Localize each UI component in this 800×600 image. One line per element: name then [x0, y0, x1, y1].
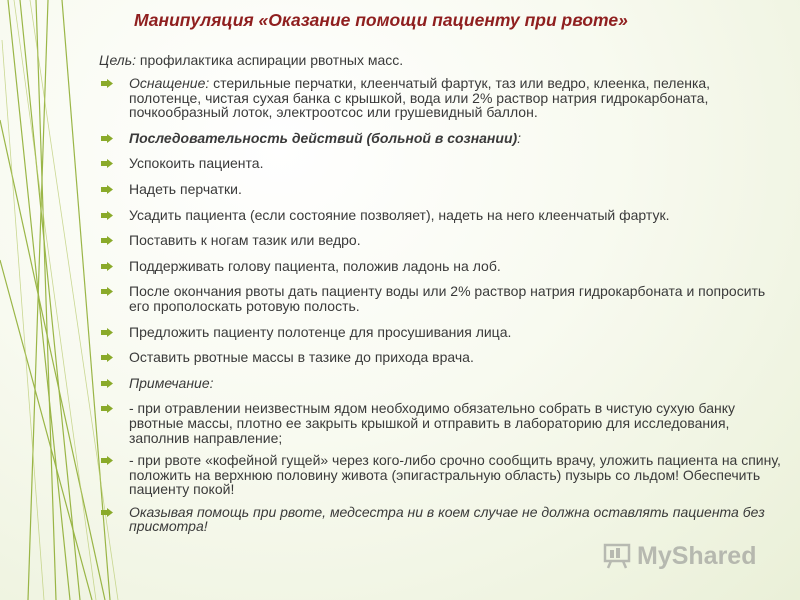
step-text: Оставить рвотные массы в тазике до прихода врача. [129, 349, 474, 366]
right-arrow-icon [101, 456, 113, 465]
right-arrow-icon [101, 379, 113, 388]
right-arrow-icon [101, 236, 113, 245]
list-item-equipment [99, 76, 785, 120]
presentation-board-icon [603, 543, 631, 569]
slide-content [99, 52, 785, 545]
right-arrow-icon [101, 134, 113, 143]
step-text: Успокоить пациента. [129, 155, 264, 172]
sequence-colon: : [517, 129, 522, 146]
list-item-step [99, 284, 785, 313]
list-item-note [99, 453, 785, 497]
right-arrow-icon [101, 328, 113, 337]
goal-label: Цель: [99, 52, 136, 68]
note-text: - при отравлении неизвестным ядом необходимо обязательно собрать в чистую сухую банку рвотные массы, плотно ее закрыть крышкой и отправить в лабораторию для исследования, заполнив направление; [129, 400, 736, 446]
list-item-final-note [99, 505, 785, 534]
bullet-list [99, 76, 785, 534]
final-note-text: Оказывая помощь при рвоте, медсестра ни в коем случае не должна оставлять пациента без присмотра! [129, 503, 765, 535]
list-item-step [99, 208, 785, 223]
watermark-text: MyShared [637, 541, 757, 570]
step-text: Поставить к ногам тазик или ведро. [129, 232, 361, 249]
step-text: Надеть перчатки. [129, 180, 242, 197]
list-item-step [99, 182, 785, 197]
right-arrow-icon [101, 185, 113, 194]
equipment-text: стерильные перчатки, клеенчатый фартук, таз или ведро, клеенка, пеленка, полотенце, чистая сухая банка с крышкой, вода или 2% раствор натрия гидрокарбоната, почкообразный лоток, электроотсос или грушевидный баллон. [129, 75, 711, 121]
list-item-step [99, 156, 785, 171]
list-item-step [99, 259, 785, 274]
right-arrow-icon [101, 508, 113, 517]
goal-line [99, 52, 785, 68]
note-label: Примечание: [129, 374, 214, 391]
equipment-label: Оснащение: [129, 75, 210, 91]
right-arrow-icon [101, 287, 113, 296]
step-text: После окончания рвоты дать пациенту воды или 2% раствор натрия гидрокарбоната и попросить его прополоскать ротовую полость. [129, 283, 766, 314]
sequence-heading: Последовательность действий (больной в сознании) [129, 129, 518, 146]
right-arrow-icon [101, 159, 113, 168]
step-text: Предложить пациенту полотенце для просушивания лица. [129, 323, 512, 340]
watermark [603, 538, 773, 574]
right-arrow-icon [101, 211, 113, 220]
note-text: - при рвоте «кофейной гущей» через кого-либо срочно сообщить врачу, уложить пациента на спину, положить на верхнюю половину живота (эпигастральную область) пузырь со льдом! Обеспечить пациенту покой! [129, 452, 781, 498]
right-arrow-icon [101, 262, 113, 271]
step-text: Усадить пациента (если состояние позволяет), надеть на него клеенчатый фартук. [129, 206, 670, 223]
right-arrow-icon [101, 353, 113, 362]
list-item-step [99, 325, 785, 340]
list-item-step [99, 233, 785, 248]
right-arrow-icon [101, 404, 113, 413]
list-item-note [99, 401, 785, 445]
goal-text: профилактика аспирации рвотных масс. [135, 52, 404, 68]
right-arrow-icon [101, 79, 113, 88]
step-text: Поддерживать голову пациента, положив ладонь на лоб. [129, 257, 501, 274]
list-item-sequence-heading [99, 131, 785, 146]
list-item-step [99, 350, 785, 365]
list-item-note-label [99, 376, 785, 391]
slide-title: Манипуляция «Оказание помощи пациенту при рвоте» [134, 10, 628, 30]
